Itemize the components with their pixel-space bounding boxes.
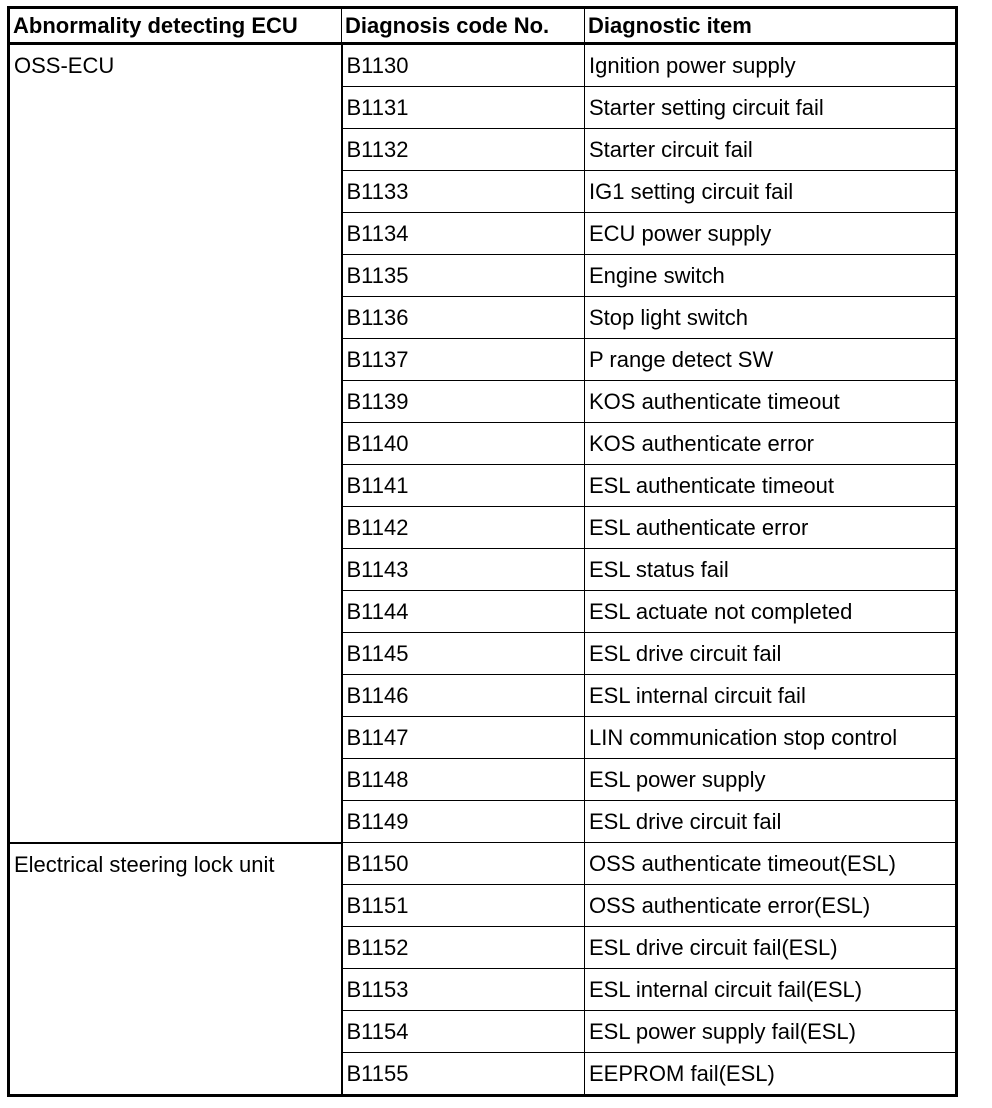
header-diagnosis-code: Diagnosis code No. bbox=[342, 8, 585, 44]
table-row bbox=[9, 44, 957, 87]
diagnosis-code-cell: B1131 bbox=[342, 87, 585, 129]
table-row bbox=[9, 843, 957, 885]
diagnosis-code-cell: B1136 bbox=[342, 297, 585, 339]
diagnosis-code-cell: B1148 bbox=[342, 759, 585, 801]
ecu-group-cell: OSS-ECU bbox=[9, 44, 342, 843]
diagnostic-item-cell: Ignition power supply bbox=[585, 44, 957, 87]
diagnosis-code-cell: B1146 bbox=[342, 675, 585, 717]
diagnostic-item-cell: ESL actuate not completed bbox=[585, 591, 957, 633]
header-row bbox=[9, 8, 957, 44]
diagnostic-item-cell: ESL internal circuit fail(ESL) bbox=[585, 969, 957, 1011]
diagnostic-item-cell: ESL status fail bbox=[585, 549, 957, 591]
diagnosis-code-cell: B1151 bbox=[342, 885, 585, 927]
diagnosis-code-cell: B1139 bbox=[342, 381, 585, 423]
diagnostic-item-cell: ESL power supply bbox=[585, 759, 957, 801]
diagnosis-code-cell: B1135 bbox=[342, 255, 585, 297]
diagnostic-item-cell: P range detect SW bbox=[585, 339, 957, 381]
diagnosis-code-cell: B1142 bbox=[342, 507, 585, 549]
ecu-group-cell: Electrical steering lock unit bbox=[9, 843, 342, 1096]
diagnostic-item-cell: ESL drive circuit fail bbox=[585, 633, 957, 675]
diagnostic-item-cell: KOS authenticate error bbox=[585, 423, 957, 465]
diagnosis-code-cell: B1140 bbox=[342, 423, 585, 465]
diagnosis-code-cell: B1147 bbox=[342, 717, 585, 759]
diagnosis-code-cell: B1152 bbox=[342, 927, 585, 969]
diagnosis-code-cell: B1154 bbox=[342, 1011, 585, 1053]
diagnosis-code-cell: B1144 bbox=[342, 591, 585, 633]
diagnostic-item-cell: LIN communication stop control bbox=[585, 717, 957, 759]
diagnostic-item-cell: Stop light switch bbox=[585, 297, 957, 339]
diagnosis-code-cell: B1132 bbox=[342, 129, 585, 171]
diagnosis-code-cell: B1149 bbox=[342, 801, 585, 843]
diagnostic-item-cell: Starter circuit fail bbox=[585, 129, 957, 171]
diagnostic-item-cell: ESL authenticate error bbox=[585, 507, 957, 549]
diagnostic-item-cell: Engine switch bbox=[585, 255, 957, 297]
diagnosis-code-cell: B1145 bbox=[342, 633, 585, 675]
table-body bbox=[9, 44, 957, 1096]
diagnosis-code-cell: B1153 bbox=[342, 969, 585, 1011]
diagnostic-item-cell: ESL internal circuit fail bbox=[585, 675, 957, 717]
diagnosis-code-cell: B1141 bbox=[342, 465, 585, 507]
diagnostic-item-cell: OSS authenticate error(ESL) bbox=[585, 885, 957, 927]
diagnostic-item-cell: Starter setting circuit fail bbox=[585, 87, 957, 129]
diagnosis-code-cell: B1137 bbox=[342, 339, 585, 381]
diagnosis-code-cell: B1134 bbox=[342, 213, 585, 255]
diagnostic-item-cell: ESL drive circuit fail(ESL) bbox=[585, 927, 957, 969]
diagnosis-code-table bbox=[7, 6, 958, 1097]
diagnostic-item-cell: ECU power supply bbox=[585, 213, 957, 255]
diagnosis-code-cell: B1155 bbox=[342, 1053, 585, 1096]
diagnosis-code-cell: B1130 bbox=[342, 44, 585, 87]
diagnostic-item-cell: EEPROM fail(ESL) bbox=[585, 1053, 957, 1096]
diagnostic-item-cell: OSS authenticate timeout(ESL) bbox=[585, 843, 957, 885]
header-diagnostic-item: Diagnostic item bbox=[585, 8, 957, 44]
header-abnormality-detecting-ecu: Abnormality detecting ECU bbox=[9, 8, 342, 44]
diagnostic-item-cell: ESL power supply fail(ESL) bbox=[585, 1011, 957, 1053]
diagnostic-item-cell: KOS authenticate timeout bbox=[585, 381, 957, 423]
diagnosis-code-cell: B1150 bbox=[342, 843, 585, 885]
diagnostic-item-cell: IG1 setting circuit fail bbox=[585, 171, 957, 213]
diagnosis-code-cell: B1133 bbox=[342, 171, 585, 213]
diagnostic-item-cell: ESL drive circuit fail bbox=[585, 801, 957, 843]
diagnosis-code-cell: B1143 bbox=[342, 549, 585, 591]
diagnostic-item-cell: ESL authenticate timeout bbox=[585, 465, 957, 507]
